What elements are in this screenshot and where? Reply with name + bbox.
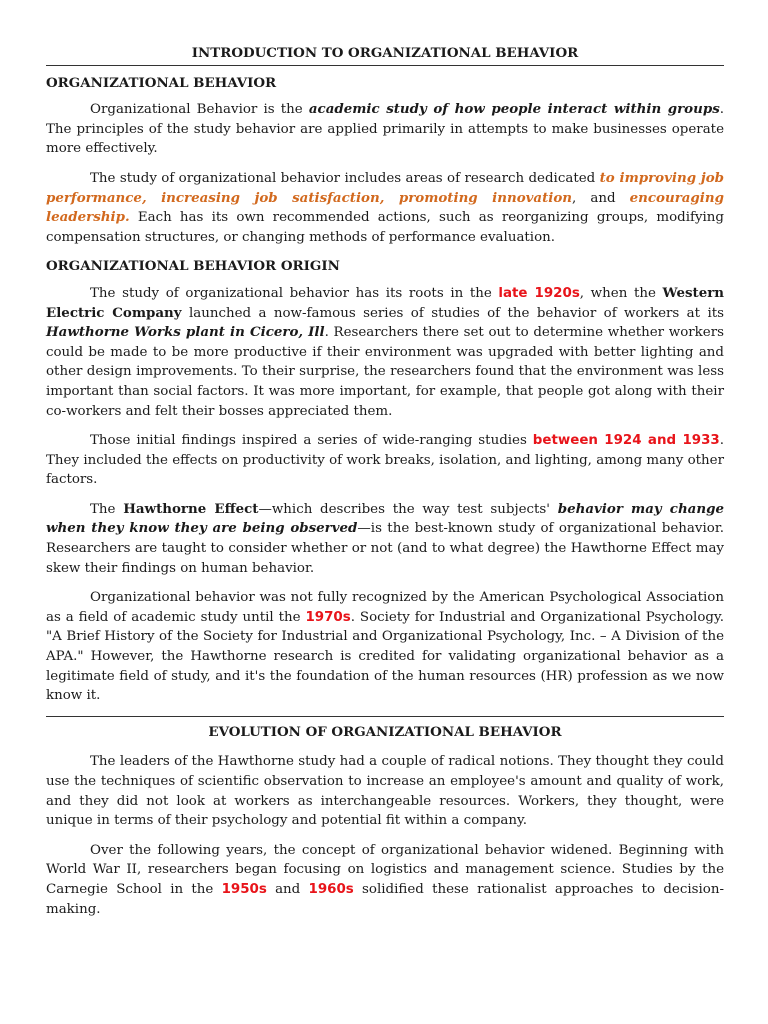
- text-run: . Society for Industrial and Organizational Psychology. "A Brief History of the Society for Industrial and Organizational Psychology, Inc. – A Division of the APA." However, the Hawthorne research is credited for validating organizational behavior as a legitimate field of study, and it's the foundation of the human resources (HR) profession as we now know it.: [46, 609, 724, 704]
- document-title: INTRODUCTION TO ORGANIZATIONAL BEHAVIOR: [46, 44, 724, 66]
- text-run: The: [90, 501, 124, 517]
- emphasis-text: Hawthorne Works plant in Cicero, Ill: [46, 324, 325, 341]
- section-heading-origin: ORGANIZATIONAL BEHAVIOR ORIGIN: [46, 258, 340, 275]
- text-run: —is the best-known study of organizational behavior. Researchers are taught to consider whether or not (and to what degree) the Hawthorne Effect may skew their findings on human behavior.: [46, 521, 724, 576]
- paragraph: [46, 431, 724, 490]
- paragraph: [46, 752, 724, 830]
- document-page: [46, 44, 724, 929]
- date-highlight: between 1924 and 1933: [532, 433, 720, 449]
- bold-text: Western Electric Company: [46, 284, 724, 321]
- text-run: . The principles of the study behavior are applied primarily in attempts to make businesses operate more effectively.: [46, 102, 724, 157]
- text-run: Over the following years, the concept of organizational behavior widened. Beginning with World War II, researchers began focusing on logistics and management science. Studies by the Carnegie School in the: [46, 842, 724, 897]
- text-run: The study of organizational behavior includes areas of research dedicated: [90, 170, 600, 186]
- text-run: Organizational behavior was not fully recognized by the American Psychological Association as a field of academic study until the: [46, 590, 724, 625]
- text-run: launched a now-famous series of studies of the behavior of workers at its: [181, 305, 724, 321]
- section-heading-evolution: EVOLUTION OF ORGANIZATIONAL BEHAVIOR: [46, 716, 724, 744]
- paragraph: [46, 169, 724, 247]
- emphasis-text: behavior may change when they know they are being observed: [46, 500, 724, 537]
- text-run: Those initial findings inspired a series of wide-ranging studies: [90, 433, 533, 449]
- date-highlight: 1960s: [308, 881, 354, 897]
- text-run: Organizational Behavior is the: [90, 102, 309, 118]
- highlight-text: encouraging leadership.: [46, 189, 724, 226]
- section-heading-organizational-behavior: ORGANIZATIONAL BEHAVIOR: [46, 74, 277, 91]
- text-run: The leaders of the Hawthorne study had a couple of radical notions. They thought they could use the techniques of scientific observation to increase an employee's amount and quality of work, and they did not look at workers as interchangeable resources. Workers, they thought, were unique in terms of their psychology and potential fit within a company.: [46, 754, 724, 829]
- text-run: solidified these rationalist approaches to decision-making.: [46, 881, 724, 917]
- date-highlight: 1950s: [221, 881, 267, 897]
- text-run: . Researchers there set out to determine whether workers could be made to be more productive if their environment was upgraded with better lighting and other design improvements. To their surprise, the researchers found that the environment was less important than social factors. It was more important, for example, that people got along with their co-workers and felt their bosses appreciated them.: [46, 325, 724, 419]
- text-run: The study of organizational behavior has its roots in the: [90, 285, 499, 301]
- date-highlight: late 1920s: [498, 285, 580, 301]
- paragraph: [46, 588, 724, 706]
- paragraph: [46, 100, 724, 159]
- paragraph: [46, 500, 724, 578]
- date-highlight: 1970s: [305, 609, 351, 625]
- paragraph: [46, 284, 724, 421]
- text-run: , when the: [579, 285, 663, 301]
- text-run: and: [266, 881, 309, 897]
- paragraph: [46, 841, 724, 919]
- text-run: Each has its own recommended actions, such as reorganizing groups, modifying compensation structures, or changing methods of performance evaluation.: [46, 210, 724, 245]
- text-run: , and: [572, 190, 630, 206]
- text-run: . They included the effects on productivity of work breaks, isolation, and lighting, among many other factors.: [46, 433, 724, 488]
- bold-text: Hawthorne Effect: [123, 500, 259, 517]
- highlight-text: to improving job performance, increasing job satisfaction, promoting innovation: [46, 169, 724, 206]
- emphasis-text: academic study of how people interact within groups: [308, 101, 720, 118]
- text-run: —which describes the way test subjects': [258, 501, 558, 517]
